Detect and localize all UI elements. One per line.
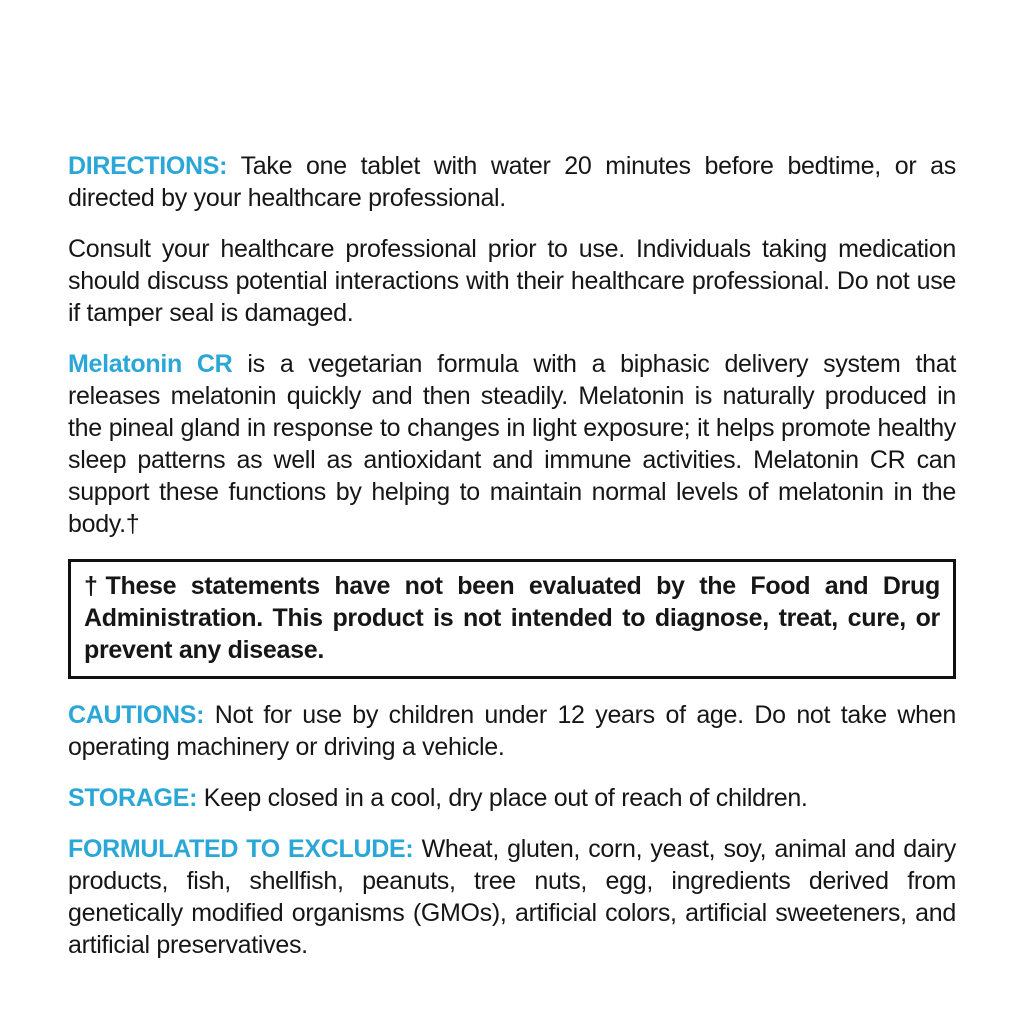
formulated-to-exclude-body: Wheat, gluten, corn, yeast, soy, animal and dairy products, fish, shellfish, peanuts, tree nuts, egg, ingredients derived from genetically modified organisms (GMOs), artificial colors, artificial sweeteners, and artificial preservatives. [68,835,956,959]
consult-paragraph [68,233,956,329]
storage-body: Keep closed in a cool, dry place out of reach of children. [203,784,808,812]
fda-disclaimer-text: †These statements have not been evaluated by the Food and Drug Administration. This product is not intended to diagnose, treat, cure, or prevent any disease. [84,572,940,664]
consult-body: Consult your healthcare professional prior to use. Individuals taking medication should discuss potential interactions with their healthcare professional. Do not use if tamper seal is damaged. [68,235,956,327]
product-description-paragraph [68,348,956,540]
directions-heading: DIRECTIONS: [68,152,228,180]
directions-paragraph [68,150,956,214]
product-description-body: is a vegetarian formula with a biphasic delivery system that releases melatonin quickly and then steadily. Melatonin is naturally produced in the pineal gland in response to changes in light exposure; it helps promote healthy sleep patterns as well as antioxidant and immune activities. Melatonin CR can support these functions by helping to maintain normal levels of melatonin in the body.† [68,350,956,538]
supplement-label [68,150,956,980]
fda-disclaimer-box [68,559,956,679]
formulated-to-exclude-heading: FORMULATED TO EXCLUDE: [68,835,414,863]
cautions-body: Not for use by children under 12 years of age. Do not take when operating machinery or driving a vehicle. [68,701,956,761]
directions-body: Take one tablet with water 20 minutes before bedtime, or as directed by your healthcare professional. [68,152,956,212]
cautions-heading: CAUTIONS: [68,701,205,729]
product-name-heading: Melatonin CR [68,350,233,378]
storage-heading: STORAGE: [68,784,198,812]
cautions-paragraph [68,699,956,763]
formulated-to-exclude-paragraph [68,833,956,961]
storage-paragraph [68,782,956,814]
